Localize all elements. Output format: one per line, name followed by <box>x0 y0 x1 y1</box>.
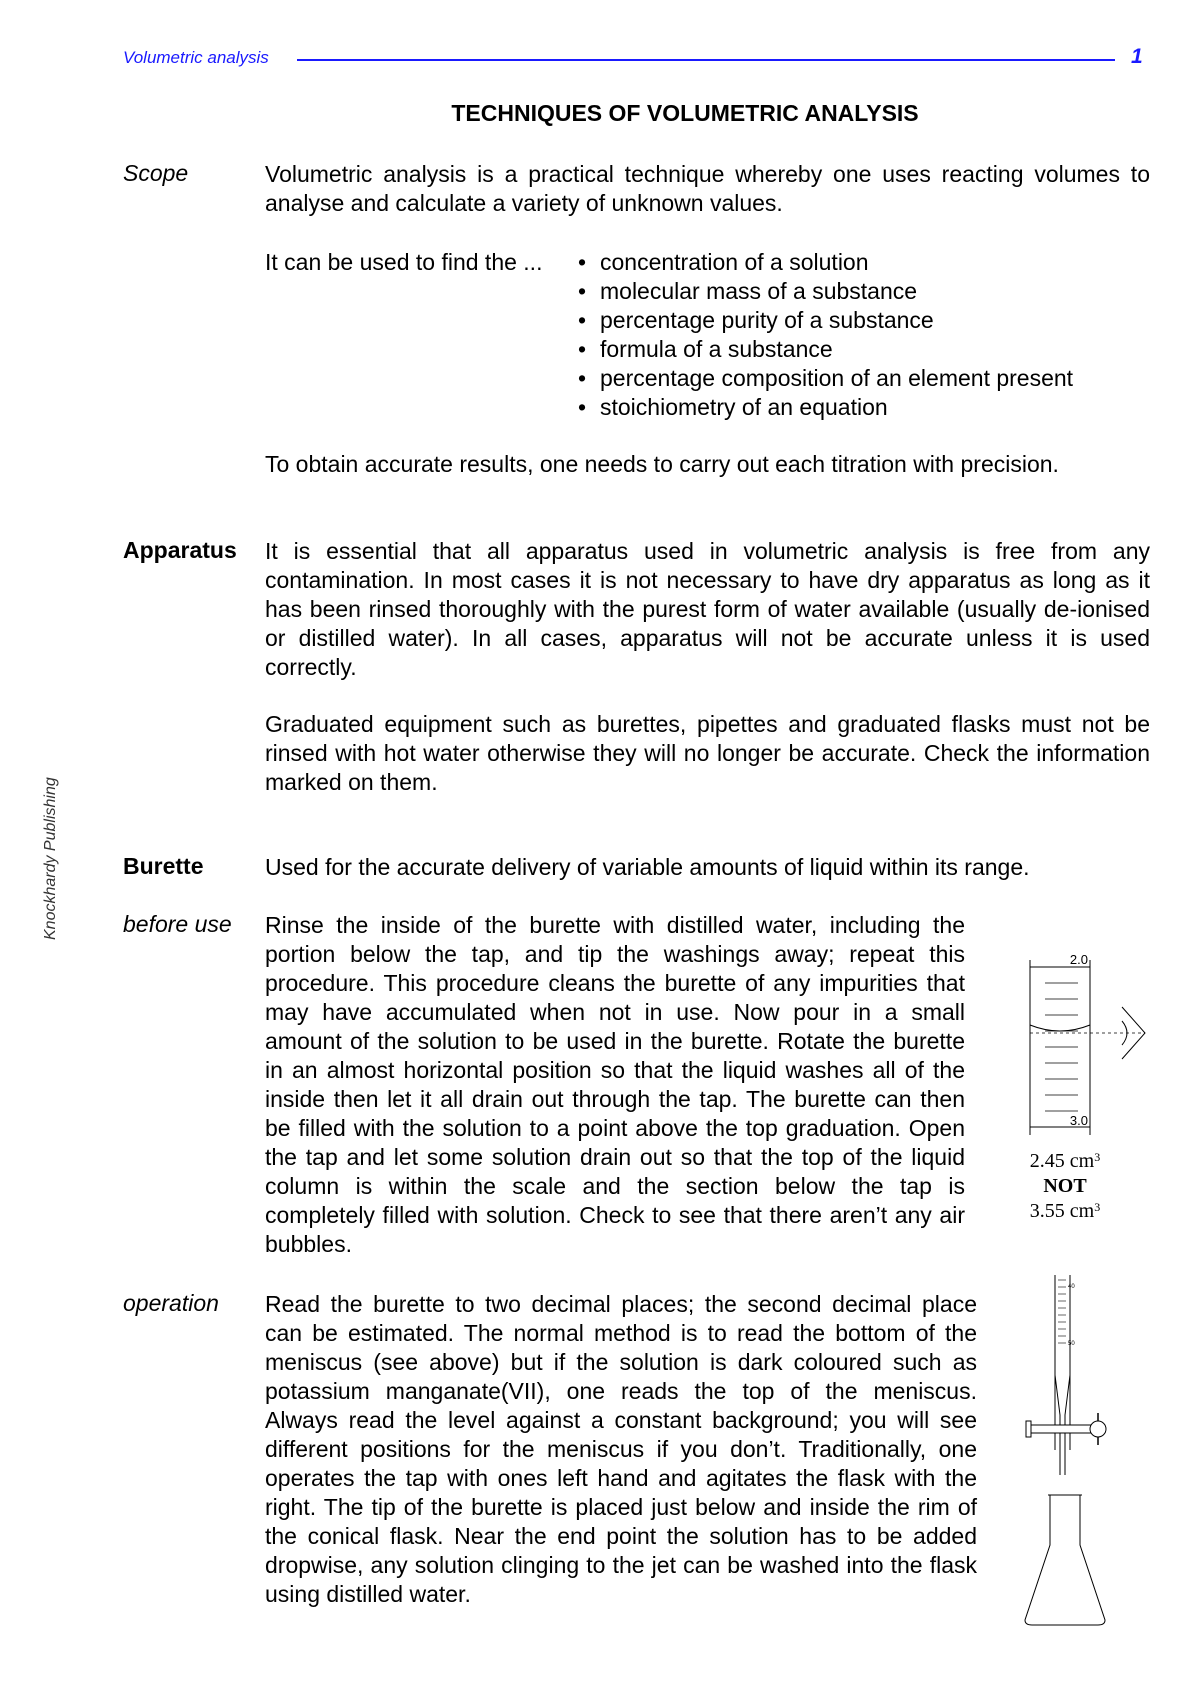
burette-mark-bottom: 50 <box>1068 1341 1075 1347</box>
precision-paragraph: To obtain accurate results, one needs to carry out each titration with precision. <box>265 451 1059 477</box>
apparatus-paragraph-1: It is essential that all apparatus used in volumetric analysis is free from any contamination. In most cases it is not necessary to have dry apparatus as long as it has been rinsed thoroughly with the purest form of water available (usually de-ionised or distilled water). In all cases, apparatus will not be accurate unless it is used correctly. <box>265 538 1150 680</box>
wrong-reading-caption: 3.55 $cm^3$ <box>1029 1200 1101 1222</box>
running-header-title: Volumetric analysis <box>123 48 269 67</box>
scale-label-top: 2.0 <box>1069 952 1088 967</box>
list-item: • stoichiometry of an equation <box>578 393 1073 422</box>
correct-reading-caption: 2.45 $cm^3$ <box>1029 1150 1101 1172</box>
meniscus-reading-diagram <box>1010 945 1160 1150</box>
not-caption: NOT <box>1043 1175 1087 1197</box>
list-item: • molecular mass of a substance <box>578 277 1073 306</box>
operation-label: operation <box>123 1290 219 1316</box>
burette-mark-top: 40 <box>1068 1284 1075 1290</box>
page-number: 1 <box>1131 45 1143 68</box>
publisher-side-text: Knockhardy Publishing <box>42 777 59 940</box>
burette-flask-diagram <box>1010 1275 1120 1635</box>
conical-flask <box>1025 1495 1105 1625</box>
apparatus-label: Apparatus <box>123 537 237 563</box>
burette-tap <box>1030 1425 1095 1433</box>
scope-list-intro: It can be used to find the ... <box>265 249 543 275</box>
scale-label-bottom: 3.0 <box>1069 1113 1088 1128</box>
burette-paragraph: Used for the accurate delivery of variable amounts of liquid within its range. <box>265 854 1030 880</box>
list-item: • concentration of a solution <box>578 248 1073 277</box>
before-use-paragraph: Rinse the inside of the burette with distilled water, including the portion below the tap, and tip the washings away; repeat this procedure. This procedure cleans the burette of any impurities that may have accumulated when not in use. Now pour in a small amount of the solution to be used in the burette. Rotate the burette in an almost horizontal position so that the liquid washes all of the inside then let it all drain out through the tap. The burette can then be filled with the solution to a point above the top graduation. Open the tap and let some solution drain out so that the top of the liquid column is within the scale and the section below the tap is completely filled with solution. Check to see that there aren’t any air bubbles. <box>265 912 965 1257</box>
scope-paragraph: Volumetric analysis is a practical technique whereby one uses reacting volumes to analyse and calculate a variety of unknown values. <box>265 161 1150 216</box>
tap-handle-icon <box>1090 1421 1106 1437</box>
header-rule <box>297 59 1115 61</box>
operation-paragraph: Read the burette to two decimal places; the second decimal place can be estimated. The normal method is to read the bottom of the meniscus (see above) but if the solution is dark coloured such as potassium manganate(VII), one reads the top of the meniscus. Always read the level against a constant background; you will see different positions for the meniscus if you don’t. Traditionally, one operates the tap with ones left hand and agitates the flask with the right. The tip of the burette is placed just below and inside the rim of the conical flask. Near the end point the solution has to be added dropwise, any solution clinging to the jet can be washed into the flask using distilled water. <box>265 1291 977 1607</box>
burette-label: Burette <box>123 853 204 879</box>
scope-label: Scope <box>123 160 189 186</box>
before-use-label: before use <box>123 911 232 937</box>
list-item: • percentage purity of a substance <box>578 306 1073 335</box>
list-item: • formula of a substance <box>578 335 1073 364</box>
page-title: TECHNIQUES OF VOLUMETRIC ANALYSIS <box>451 100 919 126</box>
uses-list <box>578 248 1073 422</box>
list-item: • percentage composition of an element present <box>578 364 1073 393</box>
apparatus-paragraph-2: Graduated equipment such as burettes, pipettes and graduated flasks must not be rinsed with hot water otherwise they will no longer be accurate. Check the information marked on them. <box>265 711 1150 795</box>
